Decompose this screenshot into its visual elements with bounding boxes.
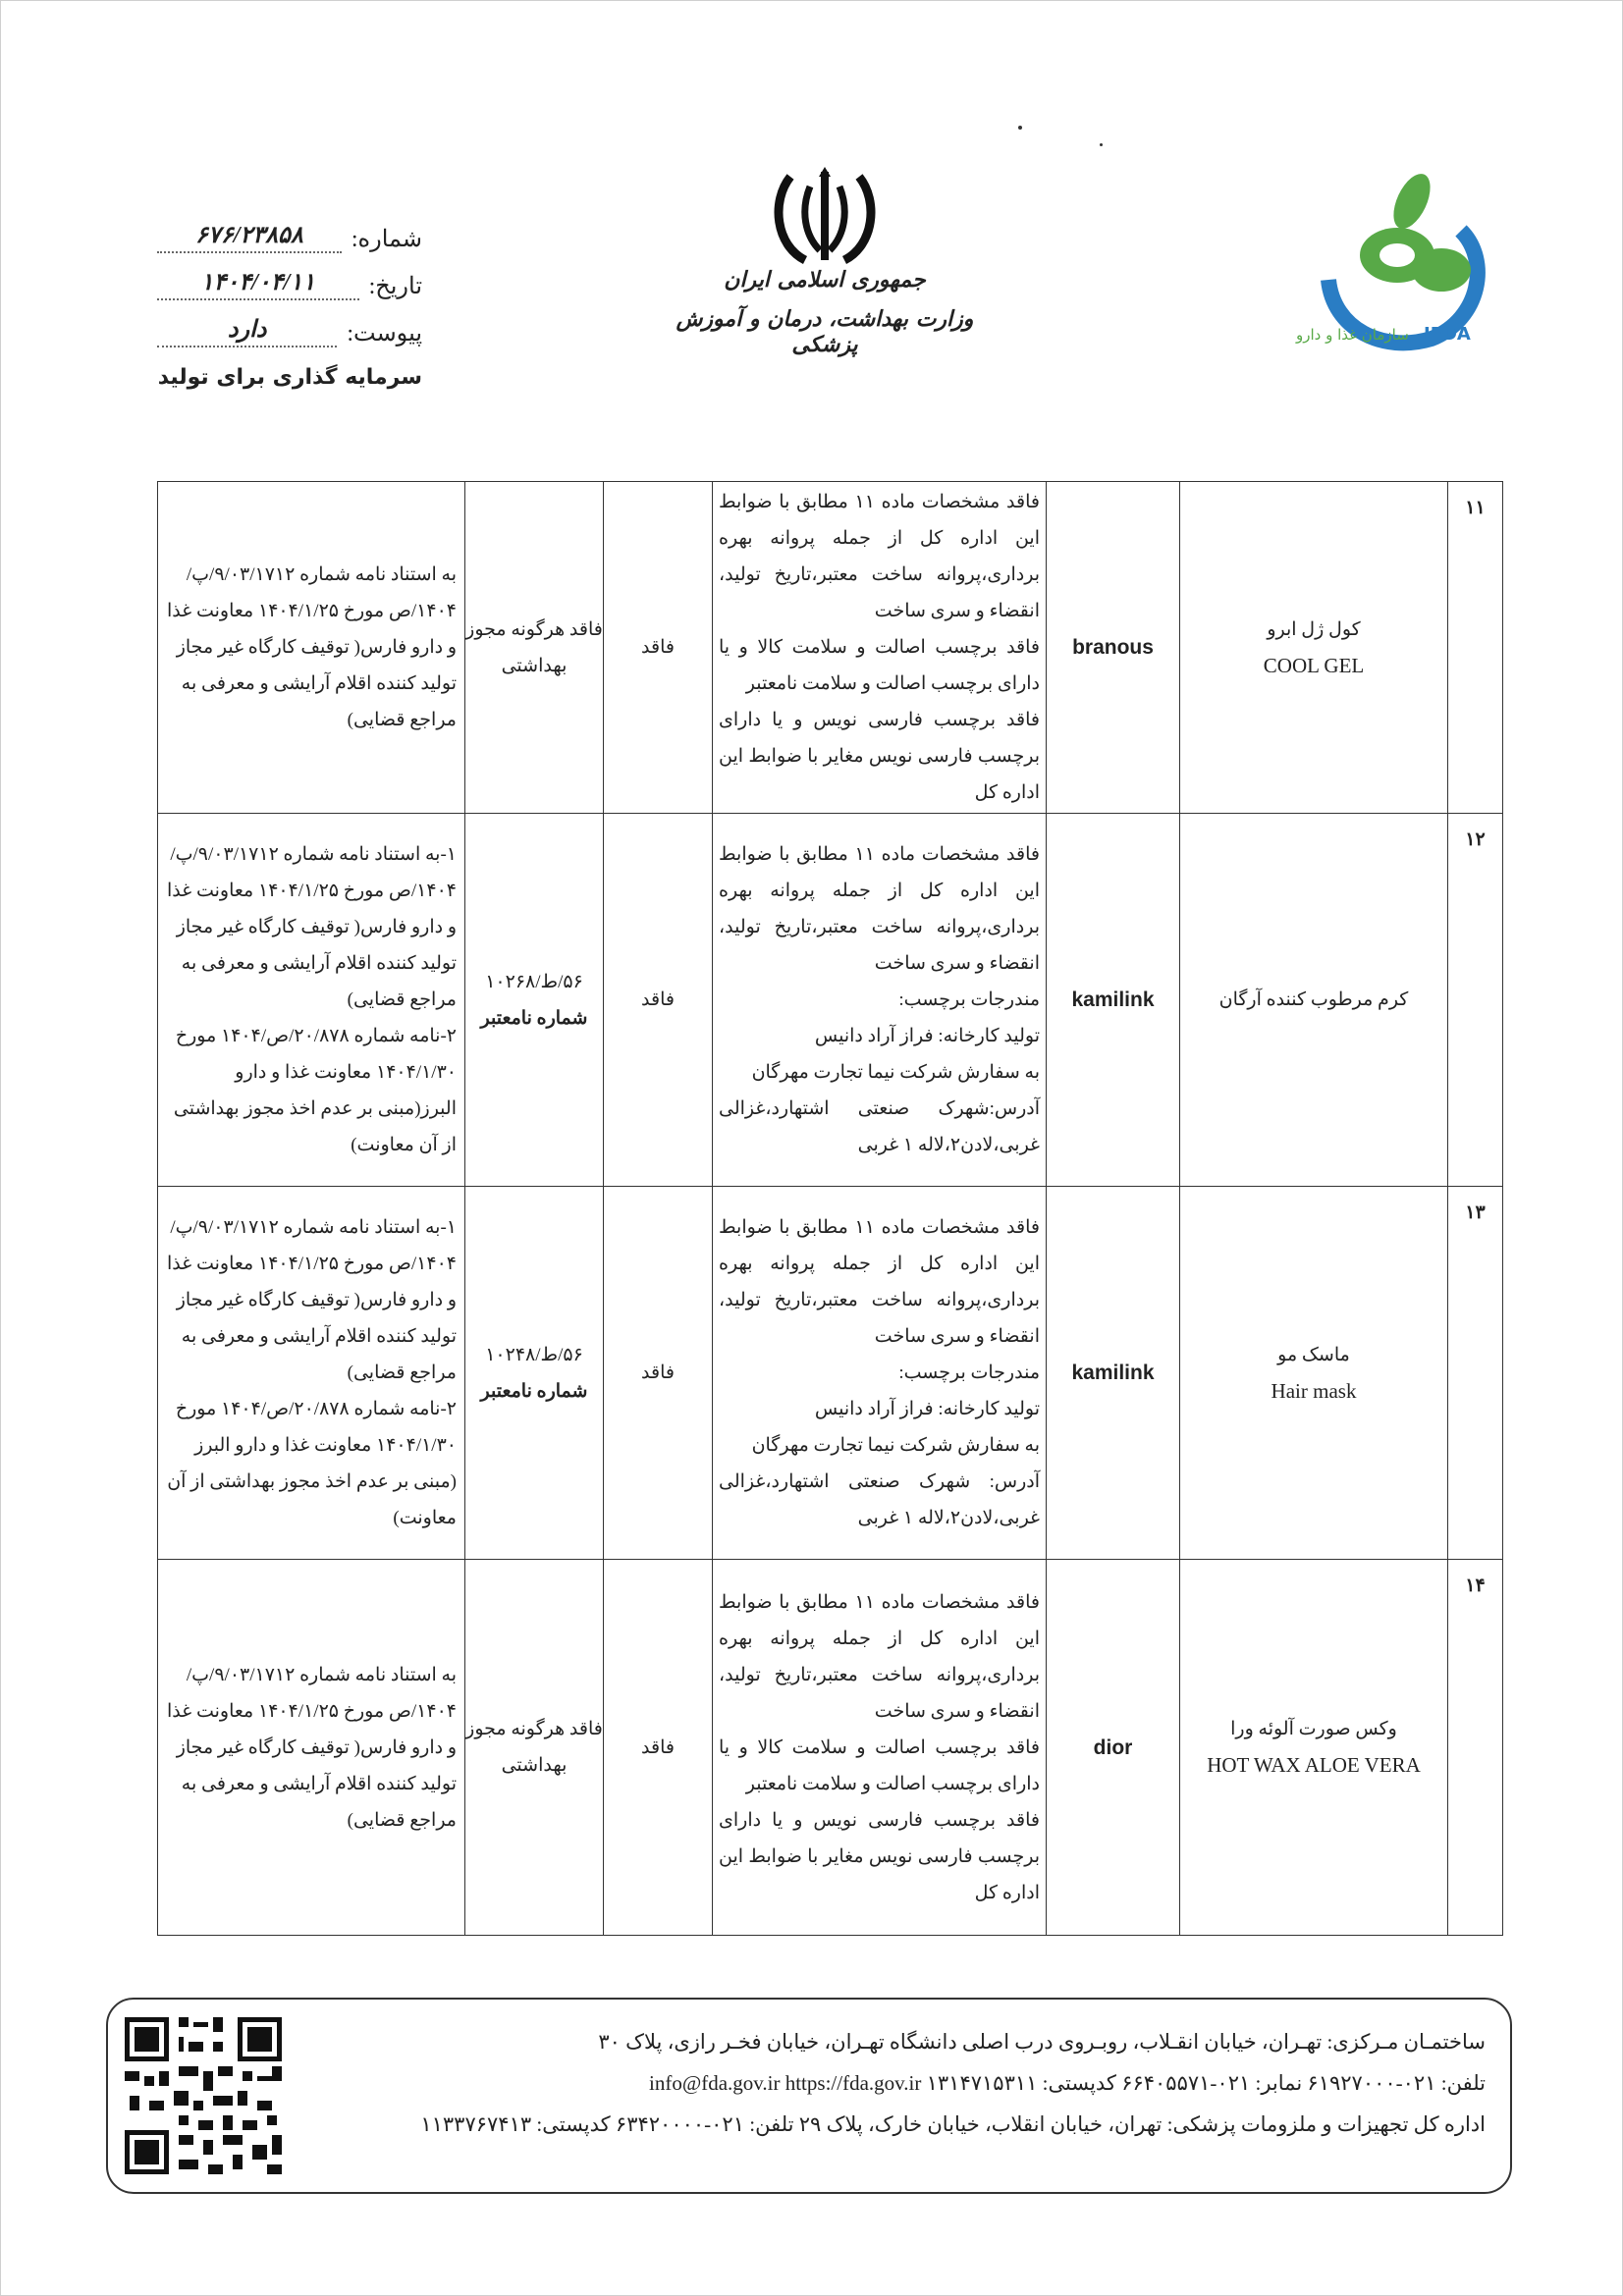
brand-cell	[1047, 1560, 1180, 1936]
meta-number-label: شماره:	[351, 227, 422, 252]
table-row	[158, 814, 1503, 1187]
scan-dot	[1018, 126, 1022, 130]
product-name: ماسک مو	[1277, 1344, 1350, 1365]
issue-text: فاقد مشخصات ماده ۱۱ مطابق با ضوابط این اداره کل از جمله پروانه بهره برداری،پروانه ساخت معتبر،تاریخ تولید، انقضاء و سری ساخت	[719, 844, 1040, 974]
status-text: فاقد	[641, 1736, 675, 1758]
ifda-caption: IFDA	[1424, 324, 1471, 345]
issue-text: فاقد مشخصات ماده ۱۱ مطابق با ضوابط این اداره کل از جمله پروانه بهره برداری،پروانه ساخت معتبر،تاریخ تولید، انقضاء و سری ساخت	[719, 492, 1040, 621]
meta-number-row	[157, 206, 422, 253]
letter-meta	[157, 206, 422, 347]
product-name: Hair mask	[1271, 1378, 1357, 1403]
license-cell	[465, 482, 604, 814]
status-cell	[604, 482, 713, 814]
issue-text: مندرجات برچسب:	[898, 1362, 1040, 1383]
table-row	[158, 482, 1503, 814]
footer-contact: تلفن: ۰۲۱-۶۱۹۲۷۰۰۰ نمابر: ۰۲۱-۶۶۴۰۵۵۷۱ کدپستی: ۱۳۱۴۷۱۵۳۱۱ info@fda.gov.ir https://fda.gov.ir	[649, 2071, 1486, 2095]
status-text: فاقد	[641, 1362, 675, 1383]
issue-text: تولید کارخانه: فراز آراد دانیس	[814, 1026, 1040, 1046]
ministry-title: وزارت بهداشت، درمان و آموزش پزشکی	[676, 306, 974, 357]
brand-cell	[1047, 1187, 1180, 1560]
license-text: بهداشتی	[501, 1755, 568, 1776]
action-text: ۲-نامه شماره ۲۰/۸۷۸/ص/۱۴۰۴ مورخ ۱۴۰۴/۱/۳۰ معاونت غذا و دارو البرز (مبنی بر عدم اخذ مجوز بهداشتی از آن معاونت)	[167, 1399, 457, 1528]
brand-cell	[1047, 482, 1180, 814]
status-text: فاقد	[641, 989, 675, 1010]
product-name: کرم مرطوب کننده آرگان	[1218, 989, 1409, 1010]
product-name: وکس صورت آلوئه ورا	[1230, 1719, 1397, 1739]
footer-equipment-office: اداره کل تجهیزات و ملزومات پزشکی: تهران، خیابان انقلاب، خیابان خارک، پلاک ۲۹ تلفن: ۰۲۱-۶۳۴۲۰۰۰۰ کدپستی: ۱۱۳۳۷۶۷۴۱۳	[420, 2112, 1486, 2136]
status-cell	[604, 1187, 713, 1560]
issue-text: فاقد برچسب فارسی نویس و یا دارای برچسب فارسی نویس مغایر با ضوابط این اداره کل	[719, 1809, 1040, 1903]
issues-cell	[713, 814, 1047, 1187]
issues-cell	[713, 1560, 1047, 1936]
row-index: ۱۴	[1465, 1575, 1486, 1596]
row-index-cell	[1448, 1187, 1503, 1560]
issue-text: آدرس: شهرک صنعتی اشتهارد،غزالی غربی،لادن۲،لاله ۱ غربی	[719, 1471, 1040, 1528]
emblem-icon	[766, 157, 884, 275]
brand-name: kamilink	[1071, 988, 1155, 1011]
issue-text: به سفارش شرکت نیما تجارت مهرگان	[751, 1435, 1040, 1456]
license-text: فاقد هرگونه مجوز	[465, 618, 603, 640]
issue-text: فاقد برچسب اصالت و سلامت کالا و یا دارای برچسب اصالت و سلامت نامعتبر	[719, 1736, 1040, 1794]
meta-date-value: ۱۴۰۴/۰۴/۱۱	[157, 268, 359, 300]
row-index-cell	[1448, 1560, 1503, 1936]
license-cell	[465, 814, 604, 1187]
meta-number-value: ۶۷۶/۲۳۸۵۸	[157, 221, 342, 253]
product-name: کول ژل ابرو	[1267, 618, 1361, 640]
slogan: سرمایه گذاری برای تولید	[157, 365, 422, 390]
product-name-cell	[1180, 482, 1448, 814]
issue-text: فاقد مشخصات ماده ۱۱ مطابق با ضوابط این اداره کل از جمله پروانه بهره برداری،پروانه ساخت معتبر،تاریخ تولید، انقضاء و سری ساخت	[719, 1217, 1040, 1347]
issue-text: به سفارش شرکت نیما تجارت مهرگان	[751, 1062, 1040, 1083]
scan-dot	[1100, 143, 1103, 146]
meta-attachment-label: پیوست:	[347, 321, 422, 347]
brand-name: dior	[1093, 1735, 1133, 1759]
license-text: شماره نامعتبر	[480, 1380, 588, 1402]
gov-title: جمهوری اسلامی ایران	[724, 267, 926, 293]
action-text: به استناد نامه شماره ۹/۰۳/۱۷۱۲/پ/۱۴۰۴/ص مورخ ۱۴۰۴/۱/۲۵ معاونت غذا و دارو فارس( توقیف کارگاه غیر مجاز تولید کننده اقلام آرایشی و معرفی به مراجع قضایی)	[167, 564, 457, 730]
row-index-cell	[1448, 814, 1503, 1187]
meta-attachment-value: دارد	[157, 315, 337, 347]
product-name: HOT WAX ALOE VERA	[1207, 1753, 1421, 1777]
action-cell	[158, 482, 465, 814]
meta-date-row	[157, 253, 422, 300]
status-cell	[604, 814, 713, 1187]
action-text: ۲-نامه شماره ۲۰/۸۷۸/ص/۱۴۰۴ مورخ ۱۴۰۴/۱/۳۰ معاونت غذا و دارو البرز(مبنی بر عدم اخذ مجوز بهداشتی از آن معاونت)	[173, 1026, 457, 1155]
table-row	[158, 1560, 1503, 1936]
issue-text: تولید کارخانه: فراز آراد دانیس	[814, 1399, 1040, 1419]
brand-cell	[1047, 814, 1180, 1187]
row-index: ۱۲	[1465, 829, 1486, 850]
records-table	[157, 481, 1503, 1936]
qr-code	[120, 2012, 287, 2179]
action-text: ۱-به استناد نامه شماره ۹/۰۳/۱۷۱۲/پ/۱۴۰۴/ص مورخ ۱۴۰۴/۱/۲۵ معاونت غذا و دارو فارس( توقیف کارگاه غیر مجاز تولید کننده اقلام آرایشی و معرفی به مراجع قضایی)	[167, 1217, 457, 1383]
action-text: به استناد نامه شماره ۹/۰۳/۱۷۱۲/پ/۱۴۰۴/ص مورخ ۱۴۰۴/۱/۲۵ معاونت غذا و دارو فارس( توقیف کارگاه غیر مجاز تولید کننده اقلام آرایشی و معرفی به مراجع قضایی)	[167, 1664, 457, 1831]
license-cell	[465, 1560, 604, 1936]
issue-text: فاقد مشخصات ماده ۱۱ مطابق با ضوابط این اداره کل از جمله پروانه بهره برداری،پروانه ساخت معتبر،تاریخ تولید، انقضاء و سری ساخت	[719, 1591, 1040, 1722]
license-text: بهداشتی	[501, 655, 568, 676]
status-text: فاقد	[641, 637, 675, 658]
product-name: COOL GEL	[1263, 653, 1365, 677]
footer-address: ساختمـان مـرکزی: تهـران، خیابان انقـلاب، روبـروی درب اصلی دانشگاه تهـران، خیابان فخـر رازی، پلاک ۳۰	[598, 2030, 1486, 2054]
product-name-cell	[1180, 1187, 1448, 1560]
row-index-cell	[1448, 482, 1503, 814]
issue-text: مندرجات برچسب:	[898, 989, 1040, 1010]
issues-cell	[713, 482, 1047, 814]
product-name-cell	[1180, 1560, 1448, 1936]
license-text: ۵۶/ط/۱۰۲۶۸	[485, 971, 583, 992]
action-text: ۱-به استناد نامه شماره ۹/۰۳/۱۷۱۲/پ/۱۴۰۴/ص مورخ ۱۴۰۴/۱/۲۵ معاونت غذا و دارو فارس( توقیف کارگاه غیر مجاز تولید کننده اقلام آرایشی و معرفی به مراجع قضایی)	[167, 844, 457, 1010]
issue-text: فاقد برچسب فارسی نویس و یا دارای برچسب فارسی نویس مغایر با ضوابط این اداره کل	[719, 710, 1040, 803]
action-cell	[158, 1187, 465, 1560]
ifda-persian-caption: سازمان غذا و دارو	[1296, 326, 1409, 344]
meta-attachment-row	[157, 300, 422, 347]
product-name-cell	[1180, 814, 1448, 1187]
license-text: فاقد هرگونه مجوز	[465, 1719, 603, 1739]
meta-date-label: تاریخ:	[368, 274, 422, 299]
issue-text: فاقد برچسب اصالت و سلامت کالا و یا دارای برچسب اصالت و سلامت نامعتبر	[719, 637, 1040, 694]
table-row	[158, 1187, 1503, 1560]
row-index: ۱۳	[1465, 1202, 1486, 1223]
issue-text: آدرس:شهرک صنعتی اشتهارد،غزالی غربی،لادن۲،لاله ۱ غربی	[719, 1098, 1040, 1155]
issues-cell	[713, 1187, 1047, 1560]
license-cell	[465, 1187, 604, 1560]
brand-name: kamilink	[1071, 1362, 1155, 1384]
brand-name: branous	[1072, 636, 1154, 659]
footer-box	[106, 1998, 1512, 2194]
action-cell	[158, 1560, 465, 1936]
status-cell	[604, 1560, 713, 1936]
row-index: ۱۱	[1465, 498, 1486, 518]
license-text: ۵۶/ط/۱۰۲۴۸	[485, 1344, 583, 1365]
license-text: شماره نامعتبر	[480, 1007, 588, 1029]
action-cell	[158, 814, 465, 1187]
